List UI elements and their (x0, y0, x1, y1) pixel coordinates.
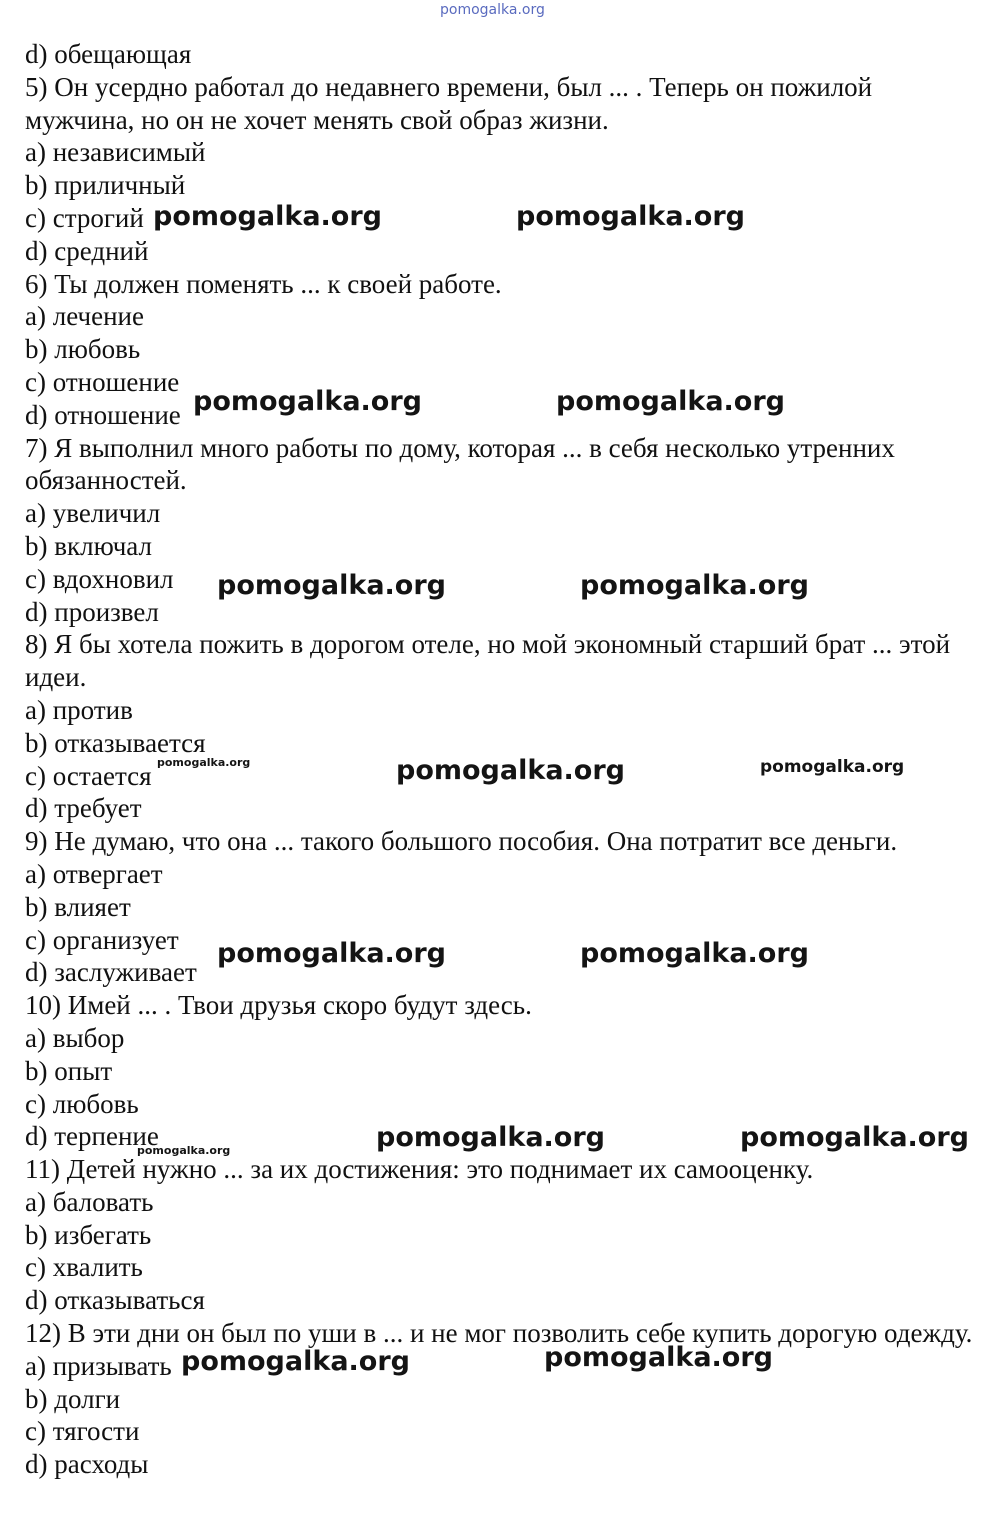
option-line: a) выбор (25, 1022, 125, 1053)
option-line: b) любовь (25, 334, 141, 365)
option-line: a) отвергает (25, 858, 163, 889)
watermark-text-mid: pomogalka.org (760, 757, 905, 777)
option-line: c) остается (25, 760, 152, 791)
option-line: d) отношение (25, 399, 181, 430)
watermark-text: pomogalka.org (181, 1346, 410, 1377)
watermark-text: pomogalka.org (217, 570, 446, 601)
option-line: c) любовь (25, 1088, 139, 1119)
watermark-text: pomogalka.org (217, 938, 446, 969)
watermark-text: pomogalka.org (376, 1122, 605, 1153)
question-10: 10) Имей ... . Твои друзья скоро будут здесь. (25, 990, 532, 1021)
option-line: c) тягости (25, 1416, 140, 1447)
watermark-text-small: pomogalka.org (137, 1144, 231, 1157)
watermark-text: pomogalka.org (580, 570, 809, 601)
option-line: c) отношение (25, 366, 180, 397)
question-5: 5) Он усердно работал до недавнего времени, был ... . Теперь он пожилой мужчина, но он не хочет менять свой образ жизни. (25, 71, 873, 135)
option-line: d) обещающая (25, 39, 192, 69)
option-line: c) хвалить (25, 1252, 143, 1283)
option-line: b) влияет (25, 891, 131, 922)
question-12: 12) В эти дни он был по уши в ... и не мог позволить себе купить дорогую одежду. (25, 1318, 973, 1349)
option-line: c) вдохновил (25, 563, 174, 594)
question-6: 6) Ты должен поменять ... к своей работе. (25, 268, 502, 299)
watermark-text: pomogalka.org (740, 1122, 969, 1153)
watermark-text: pomogalka.org (556, 386, 785, 417)
option-line: b) опыт (25, 1055, 113, 1086)
option-line: b) отказывается (25, 727, 206, 758)
option-line: d) отказываться (25, 1285, 205, 1316)
option-line: b) долги (25, 1383, 121, 1414)
option-line: a) против (25, 694, 133, 725)
header-watermark[interactable]: pomogalka.org (440, 2, 545, 18)
option-line: d) средний (25, 235, 149, 266)
option-line: a) лечение (25, 301, 144, 332)
option-line: b) избегать (25, 1219, 152, 1250)
option-line: b) приличный (25, 170, 186, 201)
option-line: b) включал (25, 530, 152, 561)
option-line: d) требует (25, 793, 142, 824)
option-line: a) призывать (25, 1350, 172, 1381)
option-line: a) увеличил (25, 498, 161, 529)
option-line: a) баловать (25, 1186, 154, 1217)
option-line: c) организует (25, 924, 179, 955)
option-line: d) терпение (25, 1121, 159, 1152)
option-line: d) произвел (25, 596, 159, 627)
watermark-text: pomogalka.org (153, 201, 382, 232)
watermark-text: pomogalka.org (544, 1342, 773, 1373)
watermark-text: pomogalka.org (396, 755, 625, 786)
option-line: d) заслуживает (25, 957, 197, 988)
question-9: 9) Не думаю, что она ... такого большого пособия. Она потратит все деньги. (25, 826, 898, 857)
question-7: 7) Я выполнил много работы по дому, которая ... в себя несколько утренних обязанностей. (25, 432, 895, 496)
question-8: 8) Я бы хотела пожить в дорогом отеле, но мой экономный старший брат ... этой идеи. (25, 629, 951, 693)
option-line: c) строгий (25, 202, 144, 233)
watermark-text: pomogalka.org (516, 201, 745, 232)
watermark-text: pomogalka.org (193, 386, 422, 417)
option-line: a) независимый (25, 137, 206, 168)
watermark-text-small: pomogalka.org (157, 756, 251, 769)
watermark-text: pomogalka.org (580, 938, 809, 969)
question-11: 11) Детей нужно ... за их достижения: это поднимает их самооценку. (25, 1154, 814, 1185)
option-line: d) расходы (25, 1449, 149, 1480)
